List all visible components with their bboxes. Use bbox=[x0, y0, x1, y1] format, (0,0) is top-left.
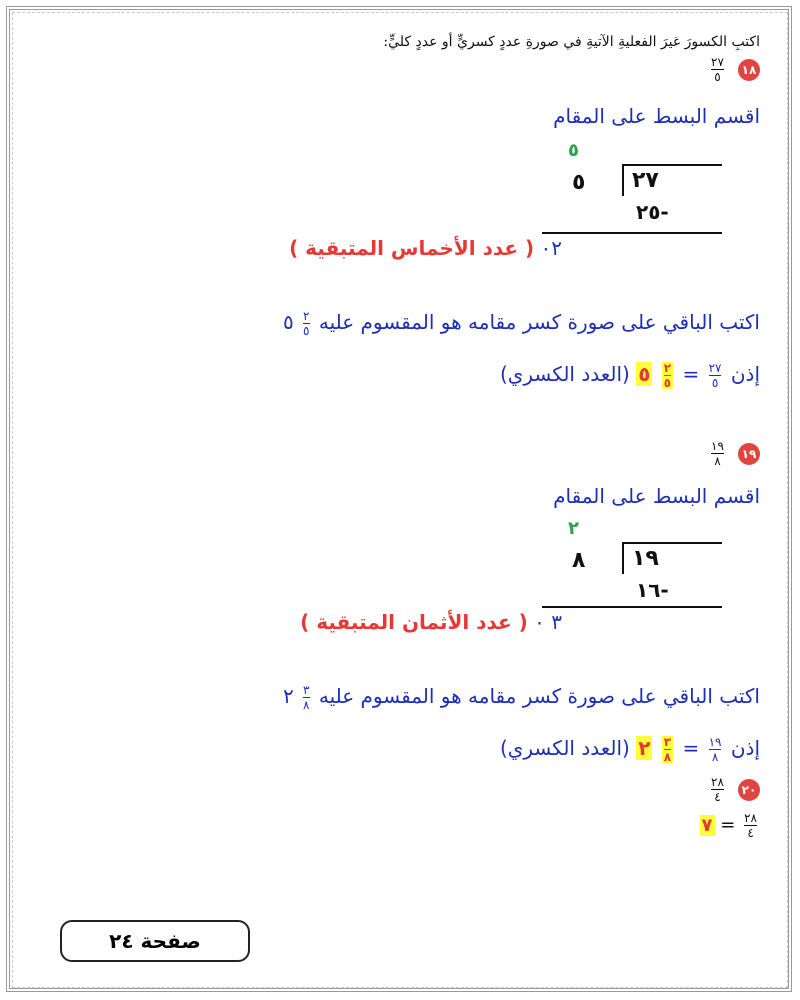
q18-subtract: ٢٥- bbox=[636, 200, 669, 224]
q18-remainder: ٠٢ bbox=[540, 236, 562, 260]
q20-header bbox=[708, 776, 760, 803]
q19-remainder-note: ( عدد الأثمان المتبقية ) bbox=[300, 610, 528, 634]
q19-divisor: ٨ bbox=[572, 548, 586, 573]
q18-fraction bbox=[711, 56, 724, 83]
q18-divisor: ٥ bbox=[572, 170, 586, 195]
q20-fraction: $\frac{٢٨}{٤}$ bbox=[711, 775, 724, 804]
q19-result bbox=[500, 736, 760, 763]
q18-divide-label: اقسم البسط على المقام bbox=[553, 104, 760, 128]
q20-result-frac: $\frac{٢٨}{٤}$ bbox=[744, 811, 757, 840]
q19-write-text: اكتب الباقي على صورة كسر مقامه هو المقسوم عليه bbox=[318, 684, 760, 708]
q19-remainder-frac: $\frac{٣}{٨}$ bbox=[303, 683, 310, 712]
q19-long-division bbox=[552, 542, 722, 602]
q19-quotient: ٢ bbox=[568, 518, 579, 539]
q20-answer: ٧ bbox=[701, 814, 713, 836]
q18-result bbox=[500, 362, 760, 389]
q18-quotient: ٥ bbox=[568, 140, 579, 161]
q18-write-whole: ٥ bbox=[282, 310, 294, 334]
q20-number-badge: ٢٠ bbox=[738, 779, 760, 801]
q18-header bbox=[708, 56, 760, 83]
q18-result-frac: $\frac{٢٧}{٥}$ bbox=[708, 361, 722, 390]
q20-result bbox=[700, 812, 760, 839]
q19-mixed-frac: $\frac{٣}{٨}$ bbox=[663, 735, 672, 764]
page-number-label: صفحة ٢٤ bbox=[60, 920, 250, 962]
q18-then: إذن bbox=[730, 362, 760, 386]
q18-number-badge: ١٨ bbox=[738, 59, 760, 81]
q18-frac-num: ٢٧ bbox=[711, 55, 724, 69]
q19-subtract: ١٦- bbox=[636, 578, 669, 602]
q19-mixed-whole: ٢ bbox=[638, 736, 651, 760]
q19-write-whole: ٢ bbox=[282, 684, 294, 708]
q19-divide-label: اقسم البسط على المقام bbox=[553, 484, 760, 508]
q18-frac-den: ٥ bbox=[714, 70, 721, 84]
q18-long-division bbox=[552, 164, 722, 224]
q18-mixed-frac: $\frac{٢}{٥}$ bbox=[663, 361, 672, 390]
q18-remainder-frac: $\frac{٢}{٥}$ bbox=[303, 309, 310, 338]
q19-number-badge: ١٩ bbox=[738, 443, 760, 465]
q18-dividend: ٢٧ bbox=[632, 168, 659, 193]
q18-write-remainder bbox=[283, 310, 760, 337]
q18-mixed-whole: ٥ bbox=[638, 362, 651, 386]
q19-remainder-row bbox=[300, 610, 562, 634]
q19-equals: = bbox=[682, 736, 700, 760]
q18-write-text: اكتب الباقي على صورة كسر مقامه هو المقسوم عليه bbox=[318, 310, 760, 334]
q19-write-remainder bbox=[283, 684, 760, 711]
q18-remainder-note: ( عدد الأخماس المتبقية ) bbox=[289, 236, 535, 260]
q19-remainder: ٣ ٠ bbox=[534, 610, 562, 634]
q18-mixed-label: (العدد الكسري) bbox=[499, 362, 630, 386]
q19-result-frac: $\frac{١٩}{٨}$ bbox=[708, 735, 722, 764]
q19-then: إذن bbox=[730, 736, 760, 760]
q20-equals: = bbox=[720, 814, 736, 836]
q18-remainder-row bbox=[289, 236, 562, 260]
q19-mixed-label: (العدد الكسري) bbox=[499, 736, 630, 760]
q18-equals: = bbox=[682, 362, 700, 386]
q19-fraction: $\frac{١٩}{٨}$ bbox=[711, 439, 724, 468]
q19-header bbox=[708, 440, 760, 467]
q19-dividend: ١٩ bbox=[632, 546, 659, 571]
instructions: اكتبِ الكسورَ غيرَ الفعليةِ الآتيةِ في صورةِ عددٍ كسريٍّ أو عددٍ كليٍّ: bbox=[383, 34, 760, 50]
